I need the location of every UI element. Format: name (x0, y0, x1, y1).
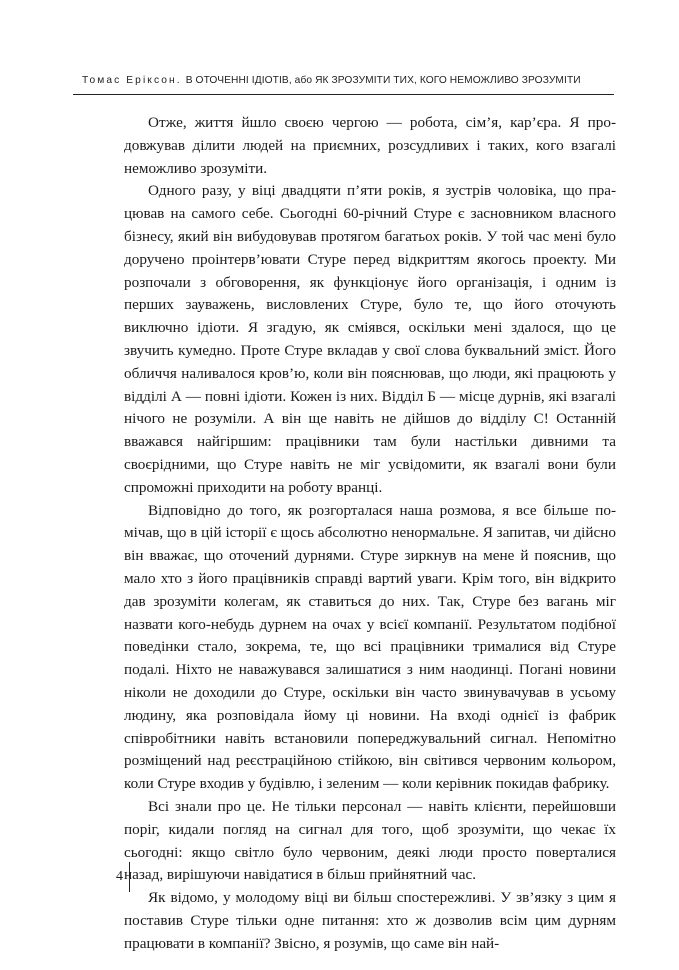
running-head-author: Томас Еріксон. (82, 75, 182, 86)
running-head (82, 75, 612, 86)
header-rule (73, 94, 614, 95)
paragraph-5: Як відомо, у молодому віці ви більш спостережливі. У зв’язку з цим я поставив Стуре тільки одне питання: хто ж дозволив всім цим дурням працювати в компанії? Звісно, я розумів, що саме він най- (124, 889, 616, 952)
running-head-title: В ОТОЧЕННІ ІДІОТІВ, або ЯК ЗРОЗУМІТИ ТИХ, КОГО НЕМОЖЛИВО ЗРОЗУМІТИ (185, 75, 581, 86)
paragraph-1: Отже, життя йшло своєю чергою — робота, сім’я, кар’єра. Я продовжував ділити людей на приємних, розсудливих і таких, кого взагалі неможливо зрозуміти. (124, 114, 616, 177)
page-number-rule (129, 862, 130, 892)
paragraph-2: Одного разу, у віці двадцяти п’яти років, я зустрів чоловіка, що працював на самого себе. Сьогодні 60-річний Стуре є засновником власного бізнесу, який він вибудовував протягом багатьох років. У той час мені було доручено проінтерв’ювати Стуре перед відкриттям якогось проекту. Ми розпочали з обговорення, як функціонує його організація, і одним із перших зауважень, висловлених Стуре, було те, що його оточують виключно ідіоти. Я згадую, як сміявся, оскільки мені здалося, що це звучить кумедно. Проте Стуре вкладав у свої слова буквальний зміст. Його обличчя наливалося кров’ю, коли він пояснював, що люди, які працюють у відділі А — повні ідіоти. Кожен із них. Відділ Б — місце дурнів, які взагалі нічого не розуміли. А він ще навіть не дійшов до відділу С! Останній вважався найгіршим: працівники там були настільки дивними та своєрідними, що Стуре навіть не міг усвідомити, як взагалі вони були спроможні приходити на роботу вранці. (124, 182, 616, 496)
paragraph-3: Відповідно до того, як розгорталася наша розмова, я все більше помічав, що в цій історії є щось абсолютно ненормальне. Я запитав, чи дійсно він вважає, що оточений дурнями. Стуре зиркнув на мене й пояснив, що мало хто з його працівників справді вартий уваги. Крім того, він відкрито дав зрозуміти колегам, як ставиться до них. Так, Стуре без вагань міг назвати кого-небудь дурнем на очах у всієї компанії. Результатом подібної поведінки стало, зокрема, те, що всі працівники трималися від Стуре подалі. Ніхто не наважувався залишатися з ним наодинці. Погані новини ніколи не доходили до Стуре, оскільки він часто звинувачував в усьому людину, яка розповідала йому ці новини. На вході однієї із фабрик співробітники навіть встановили попереджувальний сигнал. Непомітно розміщений над реєстраційною стійкою, він світився червоним кольором, коли Стуре входив у будівлю, і зеленим — коли керівник покидав фабрику. (124, 501, 616, 793)
page-number: 4 (116, 869, 123, 884)
body-text (124, 112, 616, 955)
paragraph-4: Всі знали про це. Не тільки персонал — навіть клієнти, перейшовши поріг, кидали погляд на сигнал для того, щоб зрозуміти, що чекає їх сьогодні: якщо світло було червоним, деякі люди просто поверталися назад, вирішуючи навідатися в більш прийнятний час. (124, 797, 616, 884)
